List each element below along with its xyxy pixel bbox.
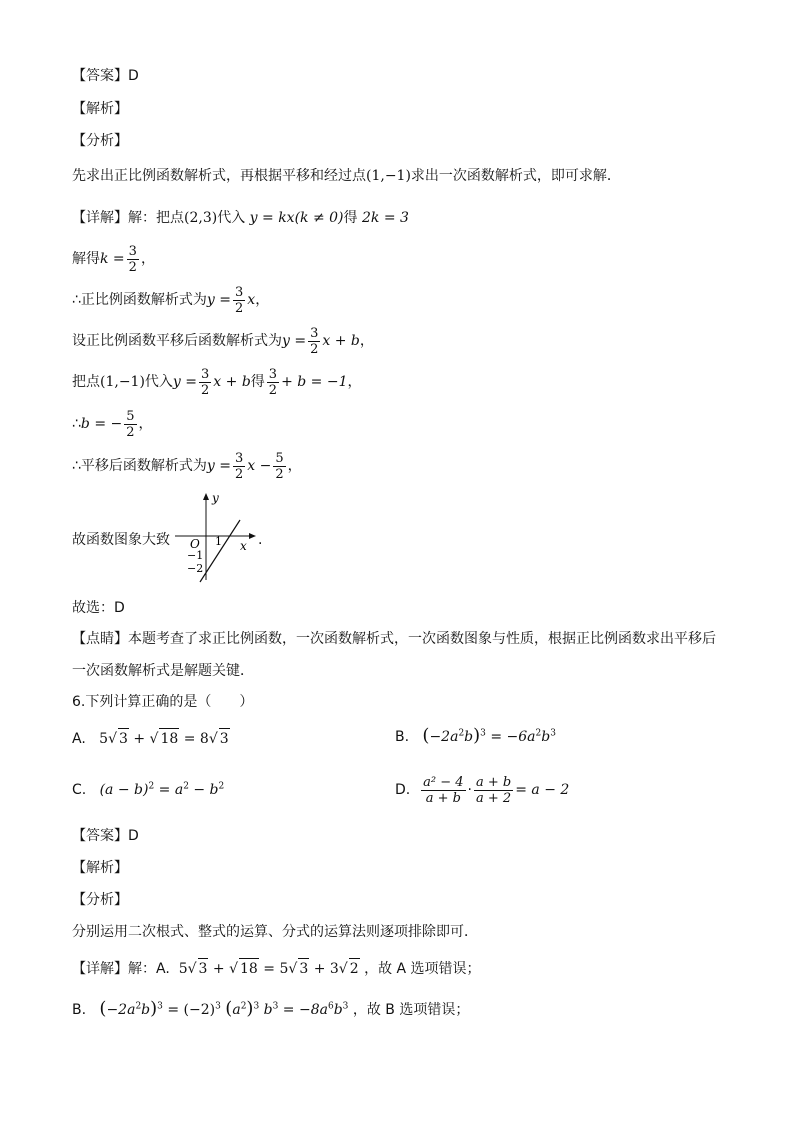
fraction: $\frac{3}{2}$	[235, 284, 244, 316]
fenxi-text: 先求出正比例函数解析式，再根据平移和经过点(1,−1)求出一次函数解析式，即可求解．	[72, 168, 621, 184]
function-graph	[170, 490, 270, 585]
fraction: $\frac{3}{2}$	[128, 243, 137, 275]
fraction: $\frac{3}{2}$	[268, 366, 278, 398]
q6-detail-a: 【详解】解：A. 5√ 3 + √ 18 = 5√ 3 + 3√ 2 ，故 A 选项错误；	[72, 958, 481, 979]
q6-jiexi-label: 【解析】	[72, 860, 128, 876]
graph-period: .	[258, 532, 263, 548]
dianjing-line-2: 一次函数解析式是解题关键．	[72, 663, 254, 679]
tick-1: 1	[215, 535, 222, 548]
proportional-function-line: ∴正比例函数解析式为 y = $\frac{3}{2}$ x ，	[72, 284, 270, 316]
x-label: x	[240, 539, 247, 553]
b-value-line: ∴ b = − $\frac{5}{2}$ ，	[72, 408, 153, 440]
substitute-point-line: 把点 (1,−1) 代入 y = $\frac{3}{2}$ x + b 得 $\frac{3}{2}$ + b = −1 ，	[72, 366, 362, 398]
fraction: $\frac{3}{2}$	[310, 325, 319, 357]
answer-label: 【答案】D	[72, 68, 139, 84]
choose-line: 故选：D	[72, 600, 125, 616]
x-axis-arrow	[249, 533, 256, 539]
graph-caption: 故函数图象大致	[72, 532, 170, 548]
option-d: D. $\frac{\text{a² − 4}}{a + b}$ · $\frac{a + b}{a + 2}$ = a − 2	[395, 774, 570, 806]
option-a: A. 5√ 3 + √ 18 = 8√ 3	[72, 728, 230, 749]
option-c: C. $(a - b)^2 = a^2 - b^2$	[72, 781, 225, 798]
tick-minus2: −2	[187, 562, 204, 575]
jiexi-label: 【解析】	[72, 101, 128, 117]
q6-fenxi-text: 分别运用二次根式、整式的运算、分式的运算法则逐项排除即可．	[72, 924, 478, 940]
question-6-title: 6.下列计算正确的是（ ）	[72, 694, 254, 710]
origin-label: O	[190, 537, 200, 551]
y-label: y	[212, 491, 219, 505]
shifted-function-line: ∴平移后函数解析式为 y = $\frac{3}{2}$ x − $\frac{5}{2}$ ，	[72, 450, 302, 482]
q6-fenxi-label: 【分析】	[72, 892, 128, 908]
option-b: B. $(-2a^2b)^3 = -6a^2b^3$	[395, 725, 556, 746]
y-axis-arrow	[203, 493, 209, 500]
tick-minus1: −1	[187, 549, 204, 562]
detail-line: 【详解】解：把点(2,3)代入 y = kx(k ≠ 0)得 2k = 3	[72, 210, 409, 226]
dianjing-line: 【点睛】本题考查了求正比例函数，一次函数解析式，一次函数图象与性质，根据正比例函数求出平移后	[72, 631, 716, 647]
shifted-function-setup-line: 设正比例函数平移后函数解析式为 y = $\frac{3}{2}$ x + b ，	[72, 325, 374, 357]
fraction: $\frac{a + b}{a + 2}$	[475, 774, 512, 806]
fenxi-label: 【分析】	[72, 133, 128, 149]
fraction: $\frac{5}{2}$	[275, 450, 284, 482]
fraction: $\frac{5}{2}$	[126, 408, 135, 440]
fraction: $\frac{3}{2}$	[201, 366, 210, 398]
fraction: $\frac{3}{2}$	[235, 450, 244, 482]
q6-answer-label: 【答案】D	[72, 828, 139, 844]
solve-k-line: 解得 k = $\frac{3}{2}$ ，	[72, 243, 155, 275]
q6-detail-b: B. $(-2a^2b)^3 = (-2)^3$ $(a^2)^3$ $b^3 = -8a^6b^3$ ，故 B 选项错误；	[72, 998, 470, 1019]
fraction: $\frac{\text{a² − 4}}{a + b}$	[423, 774, 464, 806]
